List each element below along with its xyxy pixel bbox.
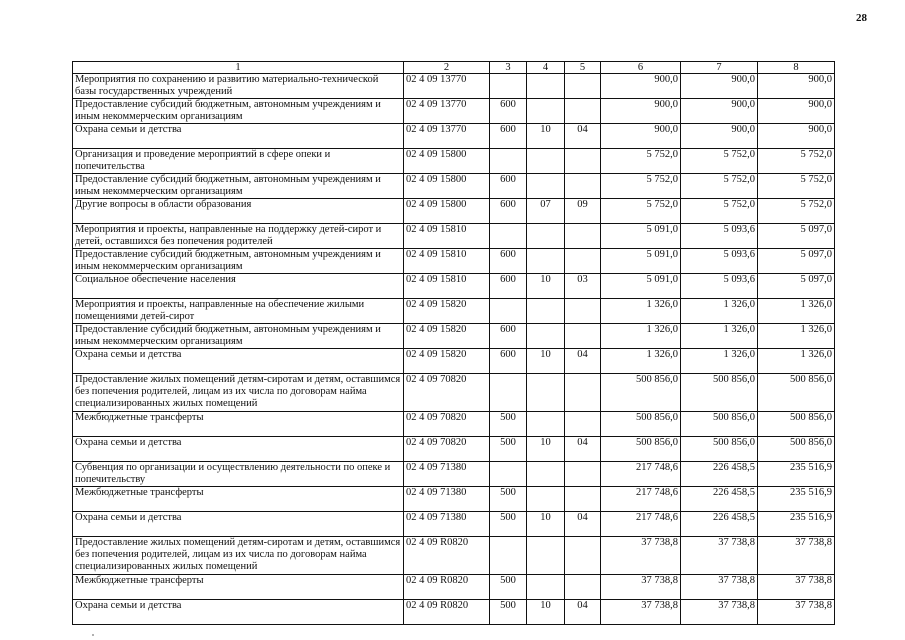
target-code-cell: 02 4 09 70820 [404, 437, 490, 462]
section-cell [527, 487, 565, 512]
item-name-cell: Охрана семьи и детства [73, 349, 404, 374]
subsection-cell: 04 [565, 600, 601, 625]
table-row [73, 600, 835, 625]
amount-col8-cell: 235 516,9 [758, 487, 835, 512]
target-code-cell: 02 4 09 13770 [404, 99, 490, 124]
amount-col8-cell: 37 738,8 [758, 537, 835, 575]
expense-type-cell: 600 [490, 324, 527, 349]
amount-col8-cell: 37 738,8 [758, 575, 835, 600]
item-name-cell: Охрана семьи и детства [73, 600, 404, 625]
amount-col7-cell: 500 856,0 [681, 437, 758, 462]
amount-col8-cell: 235 516,9 [758, 512, 835, 537]
subsection-cell [565, 299, 601, 324]
amount-col8-cell: 900,0 [758, 74, 835, 99]
amount-col6-cell: 500 856,0 [601, 437, 681, 462]
item-name-cell: Предоставление субсидий бюджетным, автономным учреждениям и иным некоммерческим организациям [73, 324, 404, 349]
target-code-cell: 02 4 09 71380 [404, 462, 490, 487]
subsection-cell: 04 [565, 349, 601, 374]
subsection-cell [565, 462, 601, 487]
table-row [73, 74, 835, 99]
amount-col7-cell: 5 752,0 [681, 174, 758, 199]
subsection-cell [565, 99, 601, 124]
subsection-cell [565, 324, 601, 349]
amount-col8-cell: 900,0 [758, 99, 835, 124]
subsection-cell [565, 575, 601, 600]
header-cell-8: 8 [758, 62, 835, 74]
section-cell: 10 [527, 274, 565, 299]
target-code-cell: 02 4 09 15800 [404, 149, 490, 174]
target-code-cell: 02 4 09 15820 [404, 349, 490, 374]
subsection-cell [565, 487, 601, 512]
table-row [73, 575, 835, 600]
table-row [73, 299, 835, 324]
amount-col8-cell: 900,0 [758, 124, 835, 149]
section-cell [527, 462, 565, 487]
amount-col7-cell: 1 326,0 [681, 299, 758, 324]
table-row [73, 462, 835, 487]
amount-col7-cell: 37 738,8 [681, 575, 758, 600]
target-code-cell: 02 4 09 15810 [404, 274, 490, 299]
table-row [73, 437, 835, 462]
amount-col6-cell: 1 326,0 [601, 299, 681, 324]
amount-col8-cell: 500 856,0 [758, 412, 835, 437]
section-cell: 07 [527, 199, 565, 224]
item-name-cell: Предоставление субсидий бюджетным, автономным учреждениям и иным некоммерческим организациям [73, 249, 404, 274]
section-cell [527, 374, 565, 412]
amount-col6-cell: 900,0 [601, 99, 681, 124]
amount-col7-cell: 900,0 [681, 99, 758, 124]
target-code-cell: 02 4 09 70820 [404, 374, 490, 412]
section-cell: 10 [527, 512, 565, 537]
amount-col7-cell: 37 738,8 [681, 600, 758, 625]
amount-col8-cell: 1 326,0 [758, 324, 835, 349]
amount-col7-cell: 5 752,0 [681, 149, 758, 174]
header-cell-5: 5 [565, 62, 601, 74]
expense-type-cell [490, 374, 527, 412]
section-cell [527, 299, 565, 324]
amount-col6-cell: 5 091,0 [601, 274, 681, 299]
amount-col7-cell: 500 856,0 [681, 412, 758, 437]
table-row [73, 224, 835, 249]
subsection-cell [565, 174, 601, 199]
expense-type-cell: 500 [490, 412, 527, 437]
subsection-cell: 03 [565, 274, 601, 299]
amount-col8-cell: 5 752,0 [758, 149, 835, 174]
expense-type-cell: 600 [490, 249, 527, 274]
expense-type-cell: 500 [490, 487, 527, 512]
item-name-cell: Предоставление жилых помещений детям-сиротам и детям, оставшимся без попечения родителей, лицам из их числа по договорам найма специализированных жилых помещений [73, 374, 404, 412]
section-cell [527, 537, 565, 575]
amount-col7-cell: 226 458,5 [681, 512, 758, 537]
expense-type-cell: 500 [490, 575, 527, 600]
amount-col7-cell: 500 856,0 [681, 374, 758, 412]
header-cell-2: 2 [404, 62, 490, 74]
amount-col7-cell: 37 738,8 [681, 537, 758, 575]
amount-col6-cell: 1 326,0 [601, 349, 681, 374]
target-code-cell: 02 4 09 71380 [404, 487, 490, 512]
table-body [73, 74, 835, 625]
subsection-cell [565, 149, 601, 174]
target-code-cell: 02 4 09 70820 [404, 412, 490, 437]
subsection-cell [565, 537, 601, 575]
amount-col8-cell: 5 752,0 [758, 174, 835, 199]
item-name-cell: Охрана семьи и детства [73, 512, 404, 537]
expense-type-cell [490, 299, 527, 324]
amount-col7-cell: 900,0 [681, 124, 758, 149]
expense-type-cell: 600 [490, 124, 527, 149]
target-code-cell: 02 4 09 15820 [404, 299, 490, 324]
item-name-cell: Межбюджетные трансферты [73, 412, 404, 437]
section-cell: 10 [527, 600, 565, 625]
item-name-cell: Мероприятия и проекты, направленные на обеспечение жилыми помещениями детей-сирот [73, 299, 404, 324]
amount-col6-cell: 37 738,8 [601, 600, 681, 625]
item-name-cell: Предоставление субсидий бюджетным, автономным учреждениям и иным некоммерческим организациям [73, 174, 404, 199]
amount-col8-cell: 1 326,0 [758, 349, 835, 374]
section-cell [527, 575, 565, 600]
amount-col8-cell: 235 516,9 [758, 462, 835, 487]
amount-col8-cell: 5 097,0 [758, 274, 835, 299]
subsection-cell [565, 224, 601, 249]
amount-col6-cell: 500 856,0 [601, 412, 681, 437]
item-name-cell: Межбюджетные трансферты [73, 487, 404, 512]
expense-type-cell [490, 537, 527, 575]
target-code-cell: 02 4 09 15800 [404, 199, 490, 224]
section-cell [527, 249, 565, 274]
target-code-cell: 02 4 09 15800 [404, 174, 490, 199]
target-code-cell: 02 4 09 13770 [404, 74, 490, 99]
amount-col6-cell: 5 091,0 [601, 249, 681, 274]
item-name-cell: Мероприятия по сохранению и развитию материально-технической базы государственных учреждений [73, 74, 404, 99]
subsection-cell: 09 [565, 199, 601, 224]
target-code-cell: 02 4 09 R0820 [404, 600, 490, 625]
subsection-cell: 04 [565, 512, 601, 537]
amount-col6-cell: 5 091,0 [601, 224, 681, 249]
page-number: 28 [856, 12, 867, 24]
table-row [73, 249, 835, 274]
amount-col8-cell: 500 856,0 [758, 374, 835, 412]
amount-col7-cell: 5 093,6 [681, 224, 758, 249]
expense-type-cell [490, 149, 527, 174]
target-code-cell: 02 4 09 15810 [404, 224, 490, 249]
expense-type-cell: 600 [490, 349, 527, 374]
expense-type-cell [490, 462, 527, 487]
amount-col6-cell: 5 752,0 [601, 174, 681, 199]
table-row [73, 512, 835, 537]
header-cell-6: 6 [601, 62, 681, 74]
expense-type-cell: 500 [490, 512, 527, 537]
amount-col6-cell: 217 748,6 [601, 512, 681, 537]
header-cell-1: 1 [73, 62, 404, 74]
expense-type-cell: 600 [490, 99, 527, 124]
item-name-cell: Организация и проведение мероприятий в сфере опеки и попечительства [73, 149, 404, 174]
amount-col7-cell: 1 326,0 [681, 349, 758, 374]
section-cell [527, 74, 565, 99]
header-cell-7: 7 [681, 62, 758, 74]
expense-type-cell: 600 [490, 174, 527, 199]
header-cell-3: 3 [490, 62, 527, 74]
item-name-cell: Межбюджетные трансферты [73, 575, 404, 600]
item-name-cell: Охрана семьи и детства [73, 124, 404, 149]
table-row [73, 274, 835, 299]
target-code-cell: 02 4 09 71380 [404, 512, 490, 537]
amount-col6-cell: 500 856,0 [601, 374, 681, 412]
table-row [73, 174, 835, 199]
table-row [73, 324, 835, 349]
amount-col6-cell: 37 738,8 [601, 537, 681, 575]
scan-speck [92, 634, 94, 636]
table-row [73, 124, 835, 149]
amount-col6-cell: 1 326,0 [601, 324, 681, 349]
section-cell [527, 149, 565, 174]
subsection-cell [565, 412, 601, 437]
target-code-cell: 02 4 09 15820 [404, 324, 490, 349]
amount-col7-cell: 5 093,6 [681, 249, 758, 274]
amount-col7-cell: 226 458,5 [681, 487, 758, 512]
amount-col8-cell: 1 326,0 [758, 299, 835, 324]
section-cell: 10 [527, 124, 565, 149]
amount-col6-cell: 900,0 [601, 124, 681, 149]
table-row [73, 537, 835, 575]
amount-col6-cell: 217 748,6 [601, 487, 681, 512]
amount-col6-cell: 900,0 [601, 74, 681, 99]
target-code-cell: 02 4 09 R0820 [404, 537, 490, 575]
table-row [73, 412, 835, 437]
subsection-cell [565, 249, 601, 274]
amount-col8-cell: 5 752,0 [758, 199, 835, 224]
item-name-cell: Социальное обеспечение населения [73, 274, 404, 299]
amount-col7-cell: 900,0 [681, 74, 758, 99]
amount-col6-cell: 37 738,8 [601, 575, 681, 600]
expense-type-cell: 500 [490, 600, 527, 625]
target-code-cell: 02 4 09 15810 [404, 249, 490, 274]
amount-col6-cell: 5 752,0 [601, 149, 681, 174]
item-name-cell: Предоставление жилых помещений детям-сиротам и детям, оставшимся без попечения родителей, лицам из их числа по договорам найма специализированных жилых помещений [73, 537, 404, 575]
section-cell [527, 224, 565, 249]
amount-col7-cell: 226 458,5 [681, 462, 758, 487]
target-code-cell: 02 4 09 R0820 [404, 575, 490, 600]
amount-col7-cell: 1 326,0 [681, 324, 758, 349]
table-row [73, 374, 835, 412]
expense-type-cell: 600 [490, 199, 527, 224]
amount-col8-cell: 500 856,0 [758, 437, 835, 462]
item-name-cell: Охрана семьи и детства [73, 437, 404, 462]
amount-col8-cell: 5 097,0 [758, 249, 835, 274]
header-cell-4: 4 [527, 62, 565, 74]
amount-col6-cell: 5 752,0 [601, 199, 681, 224]
table-row [73, 99, 835, 124]
section-cell: 10 [527, 349, 565, 374]
item-name-cell: Предоставление субсидий бюджетным, автономным учреждениям и иным некоммерческим организациям [73, 99, 404, 124]
item-name-cell: Субвенция по организации и осуществлению деятельности по опеке и попечительству [73, 462, 404, 487]
header-row [73, 62, 835, 74]
subsection-cell [565, 74, 601, 99]
section-cell [527, 324, 565, 349]
expense-type-cell [490, 224, 527, 249]
table-row [73, 487, 835, 512]
section-cell [527, 412, 565, 437]
section-cell [527, 99, 565, 124]
amount-col6-cell: 217 748,6 [601, 462, 681, 487]
target-code-cell: 02 4 09 13770 [404, 124, 490, 149]
amount-col7-cell: 5 093,6 [681, 274, 758, 299]
subsection-cell [565, 374, 601, 412]
item-name-cell: Мероприятия и проекты, направленные на поддержку детей-сирот и детей, оставшихся без попечения родителей [73, 224, 404, 249]
table-row [73, 149, 835, 174]
expense-type-cell [490, 74, 527, 99]
subsection-cell: 04 [565, 124, 601, 149]
amount-col7-cell: 5 752,0 [681, 199, 758, 224]
expense-type-cell: 600 [490, 274, 527, 299]
table-row [73, 349, 835, 374]
section-cell: 10 [527, 437, 565, 462]
section-cell [527, 174, 565, 199]
item-name-cell: Другие вопросы в области образования [73, 199, 404, 224]
amount-col8-cell: 5 097,0 [758, 224, 835, 249]
expense-type-cell: 500 [490, 437, 527, 462]
amount-col8-cell: 37 738,8 [758, 600, 835, 625]
table-row [73, 199, 835, 224]
budget-table [72, 61, 835, 625]
subsection-cell: 04 [565, 437, 601, 462]
